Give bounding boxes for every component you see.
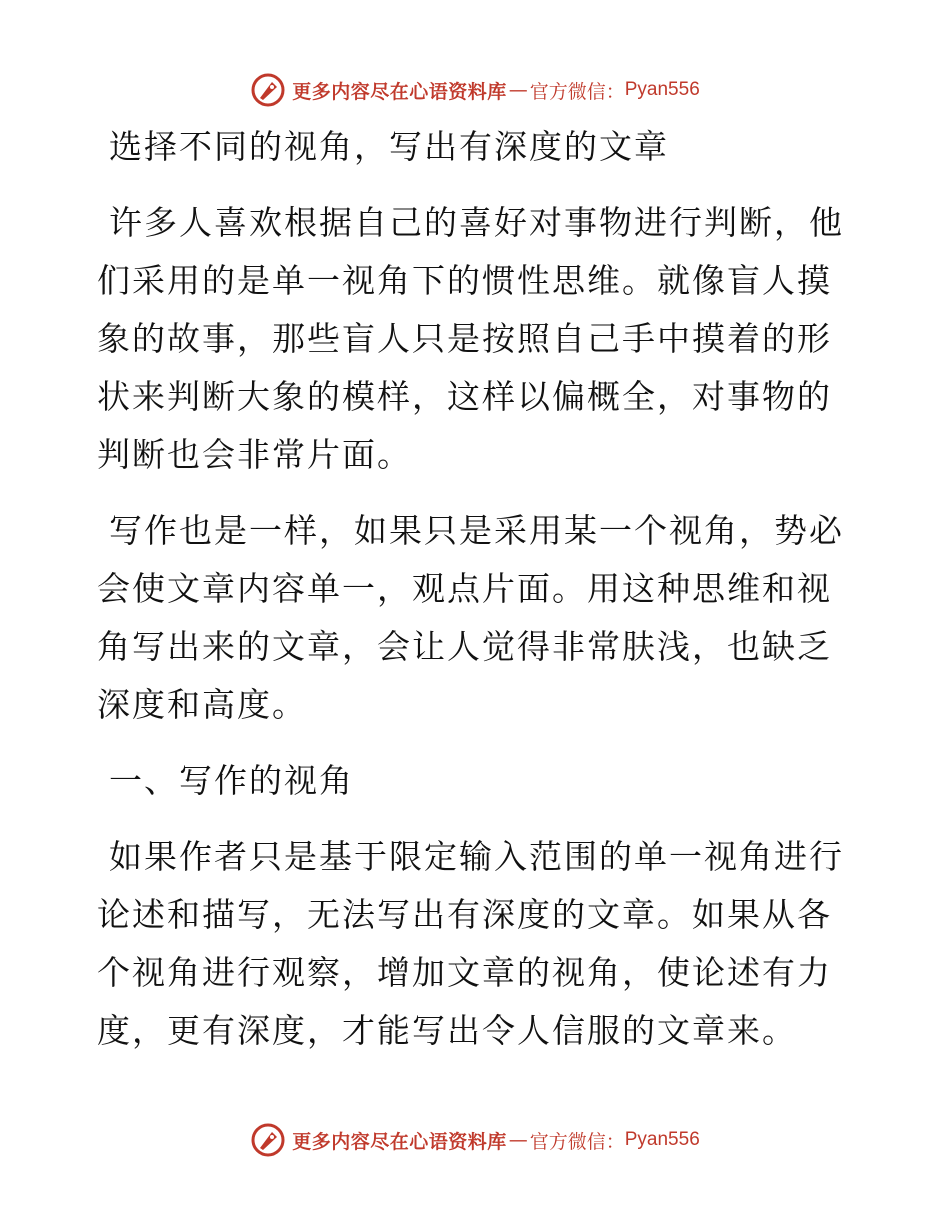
banner-official-label: 官方微信： [529,80,625,103]
document-body [97,118,857,1078]
paragraph-1: 许多人喜欢根据自己的喜好对事物进行判断，他们采用的是单一视角下的惯性思维。就像盲人摸象的故事，那些盲人只是按照自己手中摸着的形状来判断大象的模样，这样以偏概全，对事物的判断也会非常片面。 [97,203,844,474]
footer-site-text: 更多内容尽在心语资料库 [292,1130,507,1153]
header-banner [0,70,950,110]
pen-nib-logo-icon [250,1122,286,1158]
footer-banner [0,1120,950,1160]
footer-separator: — [508,1129,528,1151]
pen-nib-logo-icon [250,72,286,108]
banner-wechat-id: Pyan556 [624,79,700,100]
banner-separator: — [508,79,528,101]
document-title: 选择不同的视角，写出有深度的文章 [109,127,669,166]
banner-site-text: 更多内容尽在心语资料库 [292,80,507,103]
paragraph-2: 写作也是一样，如果只是采用某一个视角，势必会使文章内容单一，观点片面。用这种思维和视角写出来的文章，会让人觉得非常肤浅，也缺乏深度和高度。 [97,511,844,724]
footer-official-label: 官方微信： [529,1130,625,1153]
footer-wechat-id: Pyan556 [624,1129,700,1150]
paragraph-3: 如果作者只是基于限定输入范围的单一视角进行论述和描写，无法写出有深度的文章。如果从各个视角进行观察，增加文章的视角，使论述有力度，更有深度，才能写出令人信服的文章来。 [97,837,844,1050]
section-heading: 一、写作的视角 [109,761,354,800]
